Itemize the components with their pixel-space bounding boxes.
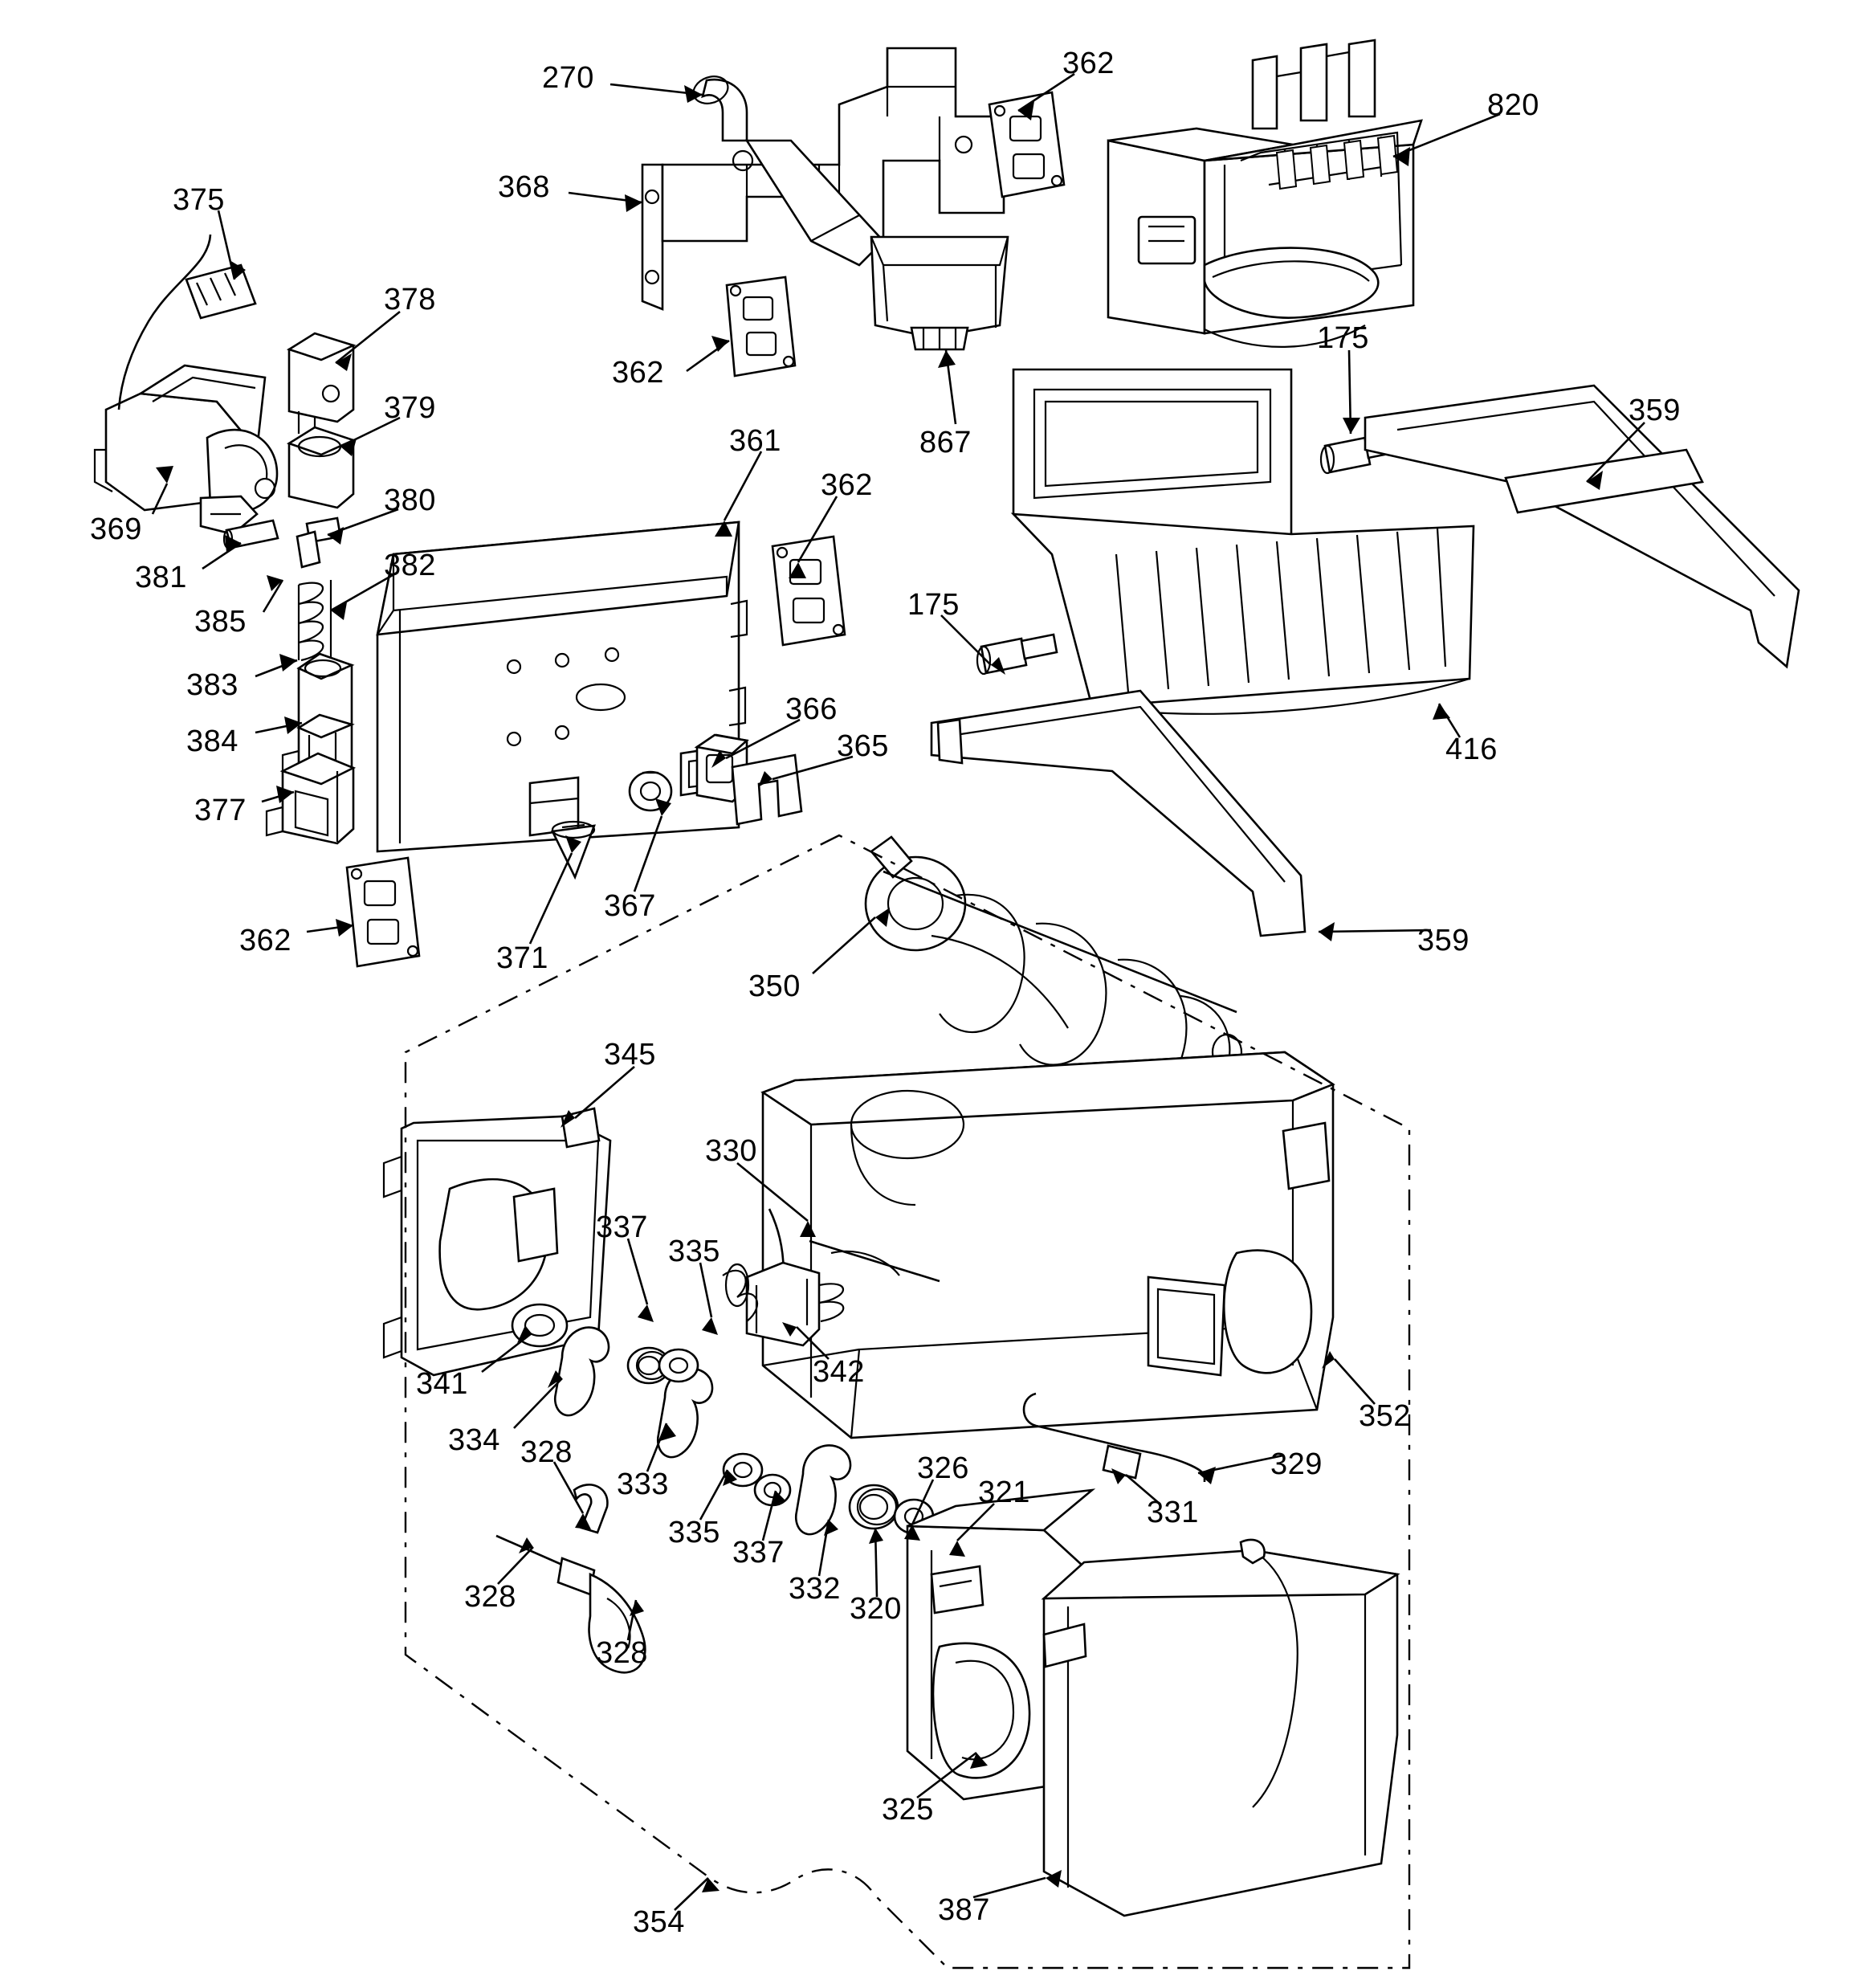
callout-337-b: 337 xyxy=(732,1536,785,1570)
callout-385: 385 xyxy=(194,605,247,639)
callout-320: 320 xyxy=(850,1592,902,1626)
part-333-lever xyxy=(658,1369,712,1457)
part-362-gasket-b xyxy=(727,277,795,376)
part-335-washer-a xyxy=(659,1349,698,1382)
part-387-cover xyxy=(1044,1540,1397,1916)
callout-329: 329 xyxy=(1270,1447,1323,1481)
callout-321: 321 xyxy=(978,1476,1030,1509)
part-378-solenoid xyxy=(289,333,353,438)
callout-371: 371 xyxy=(496,941,548,975)
callout-175-a: 175 xyxy=(1317,321,1369,355)
callout-379: 379 xyxy=(384,391,436,425)
part-382-spring xyxy=(299,580,331,660)
callout-335-b: 335 xyxy=(668,1516,720,1549)
callout-369: 369 xyxy=(90,512,142,546)
callout-359-b: 359 xyxy=(1417,924,1470,957)
callout-359-a: 359 xyxy=(1629,394,1681,427)
callout-387: 387 xyxy=(938,1893,990,1927)
callout-377: 377 xyxy=(194,794,247,827)
callout-381: 381 xyxy=(135,561,187,594)
callout-354: 354 xyxy=(633,1905,685,1939)
callout-345: 345 xyxy=(604,1038,656,1072)
callout-331: 331 xyxy=(1147,1496,1199,1529)
callout-325: 325 xyxy=(882,1793,934,1827)
part-867-chute xyxy=(871,237,1008,349)
callout-375: 375 xyxy=(173,183,225,217)
callout-332: 332 xyxy=(789,1572,841,1606)
callout-362-b: 362 xyxy=(612,356,664,390)
callout-334: 334 xyxy=(448,1423,500,1457)
part-379-coil xyxy=(289,427,353,508)
part-820-icemaker xyxy=(1108,40,1421,347)
callout-337-a: 337 xyxy=(596,1210,648,1244)
callout-330: 330 xyxy=(705,1134,757,1168)
part-175-screw-b xyxy=(977,635,1057,674)
callout-326: 326 xyxy=(917,1451,969,1485)
leader-lines xyxy=(153,74,1645,1910)
callout-328-a: 328 xyxy=(520,1435,573,1469)
callout-867: 867 xyxy=(919,426,972,459)
callout-350: 350 xyxy=(748,970,801,1003)
callout-366: 366 xyxy=(785,692,838,726)
callout-342: 342 xyxy=(813,1355,865,1389)
callout-382: 382 xyxy=(384,549,436,582)
part-380-pin xyxy=(297,518,340,567)
callout-368: 368 xyxy=(498,170,550,204)
callout-328-b: 328 xyxy=(464,1580,516,1614)
callout-384: 384 xyxy=(186,725,238,758)
callout-333: 333 xyxy=(617,1468,669,1501)
callout-380: 380 xyxy=(384,484,436,517)
callout-362-c: 362 xyxy=(821,468,873,502)
callout-365: 365 xyxy=(837,729,889,763)
part-320-bearing xyxy=(850,1485,898,1529)
callout-361: 361 xyxy=(729,424,781,458)
callout-352: 352 xyxy=(1359,1399,1411,1433)
callout-362-d: 362 xyxy=(239,924,291,957)
callout-270: 270 xyxy=(542,61,594,95)
part-365-clip xyxy=(732,755,801,824)
callout-383: 383 xyxy=(186,668,238,702)
callout-328-c: 328 xyxy=(596,1636,648,1670)
part-362-gasket-d xyxy=(347,858,419,966)
part-362-gasket-c xyxy=(773,537,845,645)
callout-367: 367 xyxy=(604,889,656,923)
part-359-rail-b xyxy=(932,691,1305,936)
callout-416: 416 xyxy=(1445,733,1498,766)
callout-175-b: 175 xyxy=(907,588,960,622)
callout-820: 820 xyxy=(1487,88,1539,122)
callout-362-a: 362 xyxy=(1062,47,1115,80)
callout-335-a: 335 xyxy=(668,1235,720,1268)
part-332-lever xyxy=(796,1445,850,1534)
callout-341: 341 xyxy=(416,1367,468,1401)
callout-378: 378 xyxy=(384,283,436,316)
